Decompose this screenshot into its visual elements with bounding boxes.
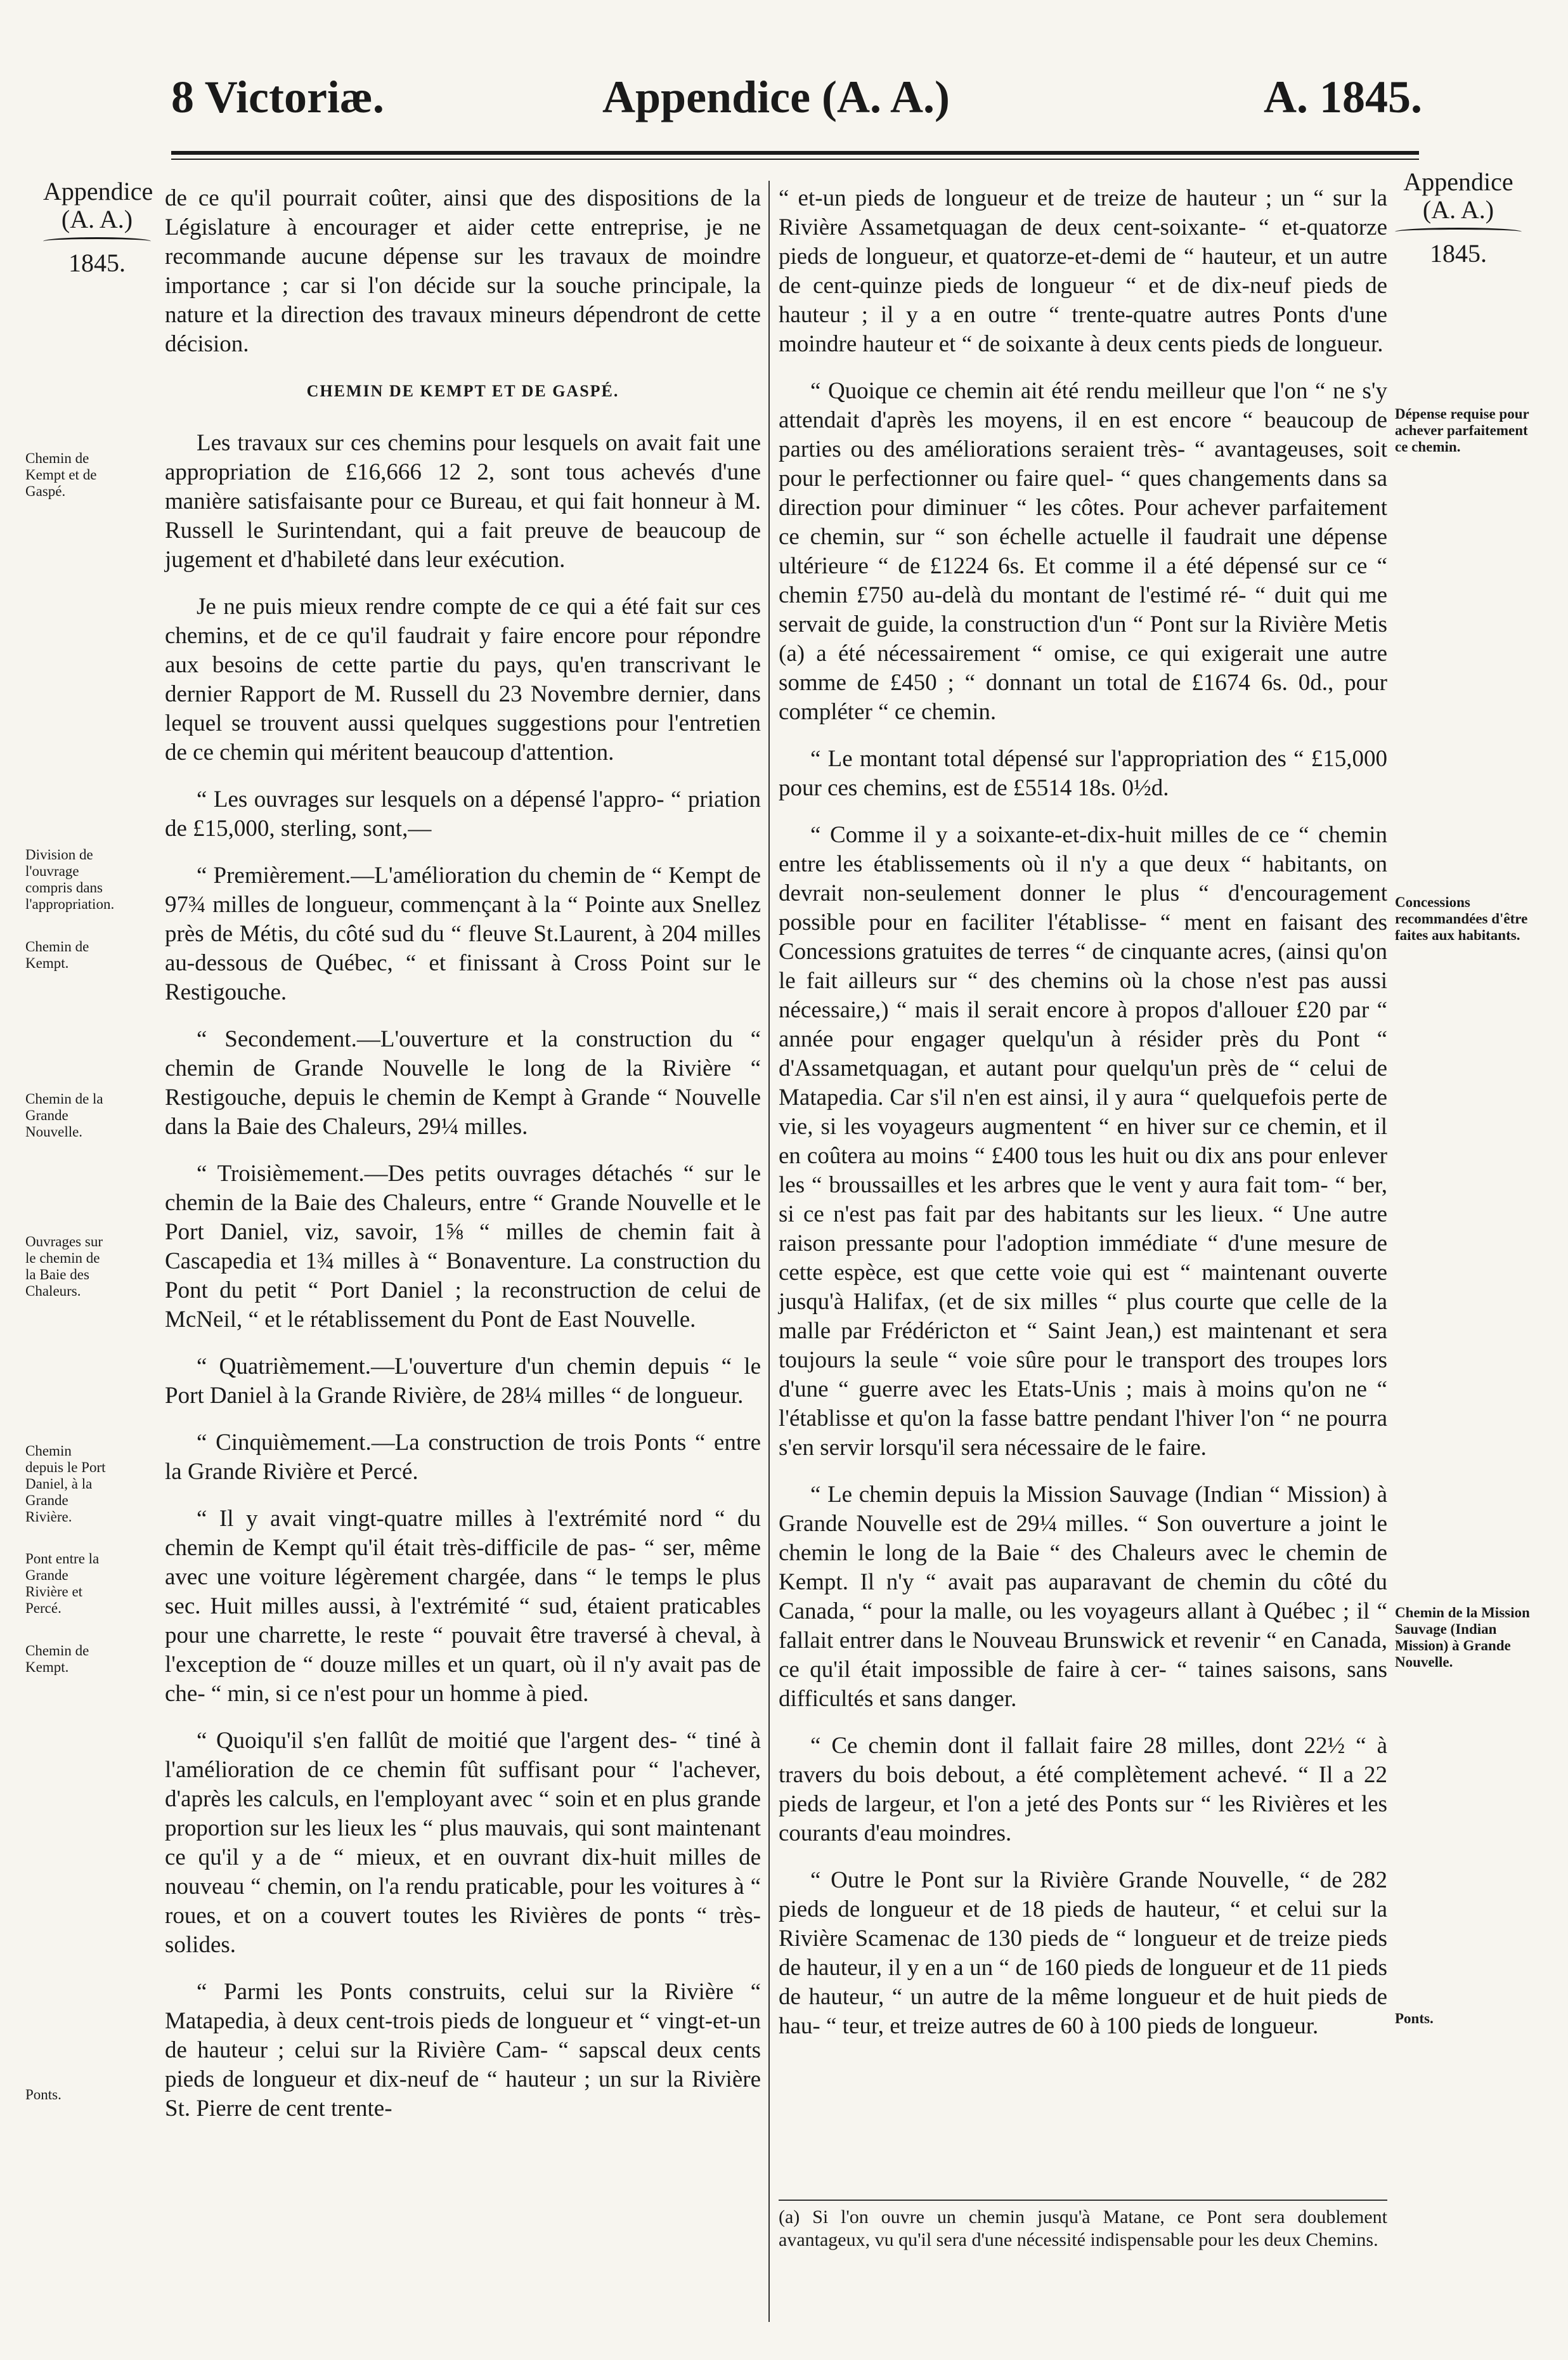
marginal-note: Ouvrages sur le chemin de la Baie des Chaleurs. [25,1234,103,1299]
marginal-note: Ponts. [25,2087,62,2102]
paragraph: “ Premièrement.—L'amélioration du chemin de “ Kempt de 97¾ milles de longueur, commençant à la “ Pointe aux Snellez près de Métis, du côté sud du “ fleuve St.Laurent, à 204 milles au-dessous de Québec, “ et finissant à Cross Point sur le Restigouche. [165,863,761,1005]
paragraph: “ Il y avait vingt-quatre milles à l'extrémité nord “ du chemin de Kempt qu'il était très-difficile de pas- “ ser, même avec une voiture légèrement chargée, dans “ le temps le plus sec. Huit milles aussi, à l'extrémité “ sud, étaient praticables pour une charrette, le reste “ pouvait être traversé à cheval, à l'exception de “ douze milles et un quart, où il n'y avait pas de che- “ min, si ce n'est pour un homme à pied. [165,1506,761,1707]
right-appendix-code: (A. A.) [1422,195,1494,224]
left-brace [43,237,151,245]
header-appendix: Appendice (A. A.) [602,72,950,122]
left-appendix-code: (A. A.) [61,205,133,233]
paragraph: “ Le chemin depuis la Mission Sauvage (Indian “ Mission) à Grande Nouvelle est de 29¼ milles. “ Son ouverture a joint le chemin le long de la Baie “ des Chaleurs avec le chemin de Kempt. Il n'y “ avait pas auparavant de chemin du côté du Canada, “ pour la malle, ou les voyageurs allant à Québec ; il “ fallait entrer dans le Nouveau Brunswick et revenir “ en Canada, ce qu'il était impossible de faire à cer- “ taines saisons, sans difficultés et sans danger. [779,1482,1387,1712]
header-session: 8 Victoriæ. [171,72,384,122]
marginal-note: Pont entre la Grande Rivière et Percé. [25,1551,100,1616]
column-rule [768,181,770,2322]
marginal-note: Chemin de Kempt. [25,1643,89,1675]
paragraph: “ Quatrièmement.—L'ouverture d'un chemin depuis “ le Port Daniel à la Grande Rivière, de 28¼ milles “ de longueur. [165,1353,761,1409]
header-rule-thick [171,151,1419,155]
paragraph: “ Secondement.—L'ouverture et la construction du “ chemin de Grande Nouvelle le long de la Rivière “ Restigouche, depuis le chemin de Kempt à Grande “ Nouvelle dans la Baie des Chaleurs, 29¼ milles. [165,1026,761,1140]
page-header [165,68,1422,126]
right-appendix-title: Appendice [1403,167,1513,196]
marginal-note: Chemin de Kempt et de Gaspé. [25,450,97,499]
marginal-note: Chemin de la Grande Nouvelle. [25,1091,103,1140]
paragraph: Je ne puis mieux rendre compte de ce qui a été fait sur ces chemins, et de ce qu'il faudrait y faire encore pour répondre aux besoins de cette partie du pays, qu'en transcrivant le dernier Rapport de M. Russell du 23 Novembre dernier, dans lequel se trouvent aussi quelques suggestions pour l'entretien de ce chemin qui méritent beaucoup d'attention. [165,594,761,766]
marginal-note: Chemin de Kempt. [25,939,89,971]
right-appendix-label [1395,168,1522,268]
section-heading: CHEMIN DE KEMPT ET DE GASPÉ. [306,382,619,400]
footnote: (a) Si l'on ouvre un chemin jusqu'à Matane, ce Pont sera doublement avantageux, vu qu'il sera d'une nécessité indispensable pour les deux Chemins. [779,2200,1387,2252]
paragraph: “ Quoique ce chemin ait été rendu meilleur que l'on “ ne s'y attendait d'après les moyens, il en est encore “ beaucoup de parties ou des améliorations seraient très- “ avantageuses, soit pour le perfectionner ou faire quel- “ ques changements dans sa direction pour diminuer “ les côtes. Pour achever parfaitement ce chemin, sur “ son échelle actuelle il faudrait une dépense ultérieure “ de £1224 6s. Et comme il a été dépensé sur ce “ chemin £750 au-delà du montant de l'estimé ré- “ duit qui me servait de guide, la construction d'un “ Pont sur la Rivière Metis (a) a été nécessairement “ omise, ce qui exigerait une autre somme de £450 ; “ donnant un total de £1674 6s. 0d., pour compléter “ ce chemin. [779,378,1387,725]
header-year: A. 1845. [1264,72,1422,122]
marginal-note: Ponts. [1395,2011,1434,2026]
right-column [779,184,1387,2059]
paragraph: “ Ce chemin dont il fallait faire 28 milles, dont 22½ “ à travers du bois debout, a été complètement achevé. “ Il a 22 pieds de largeur, et l'on a jeté des Ponts sur “ les Rivières et les courants d'eau moindres. [779,1733,1387,1846]
marginal-note: Concessions recommandées d'être faites aux habitants. [1395,894,1528,943]
paragraph: “ Les ouvrages sur lesquels on a dépensé l'appro- “ priation de £15,000, sterling, sont,— [165,786,761,842]
left-column [165,184,761,2141]
left-appendix-year: 1845. [68,249,126,277]
paragraph: “ Troisièmement.—Des petits ouvrages détachés “ sur le chemin de la Baie des Chaleurs, entre “ Grande Nouvelle et le Port Daniel, viz, savoir, 1⅝ “ milles de chemin fait à Cascapedia et 1¾ milles à “ Bonaventure. La construction du Pont du petit “ Port Daniel ; la reconstruction de celui de McNeil, “ et le rétablissement du Pont de East Nouvelle. [165,1161,761,1333]
right-brace [1395,228,1522,236]
header-rule-thin [171,159,1419,160]
paragraph: “ Parmi les Ponts construits, celui sur la Rivière “ Matapedia, à deux cent-trois pieds de longueur et “ vingt-et-un de hauteur ; celui sur la Rivière Cam- “ sapscal deux cents pieds de longueur et dix-neuf de “ hauteur ; un sur la Rivière St. Pierre de cent trente- [165,1979,761,2122]
marginal-note: Chemin de la Mission Sauvage (Indian Mission) à Grande Nouvelle. [1395,1605,1530,1670]
marginal-note: Division de l'ouvrage compris dans l'appropriation. [25,847,115,912]
paragraph: “ Comme il y a soixante-et-dix-huit milles de ce “ chemin entre les établissements où il n'y a que deux “ habitants, on devrait non-seulement donner le plus “ d'encouragement possible pour en faciliter l'établisse- “ ment en faisant des Concessions gratuites de terres “ de cinquante acres, (ainsi qu'on le fait ailleurs sur “ des chemins où la chose n'est pas aussi nécessaire,) “ mais il serait encore à propos d'allouer £20 par “ année pour engager quelqu'un à résider près du Pont “ d'Assametquagan, et autant pour quelqu'un près de “ celui de Matapedia. Car s'il n'en est ainsi, il y aura “ quelquefois perte de vie, si les voyageurs augmentent “ en hiver sur ce chemin, et il en coûtera au moins “ £400 tous les huit ou dix ans pour enlever les “ broussailles et les arbres que le vent y aura fait tom- “ ber, si ce n'est pas fait par des habitants sur les lieux. “ Une autre raison pressante pour l'adoption immédiate “ d'une mesure de cette espèce, est que cette voie qui est “ maintenant ouverte jusqu'à Halifax, (et de six milles “ plus courte que celle de la malle par Frédéricton et “ Saint Jean,) est maintenant et sera toujours la seule “ voie sûre pour le transport des troupes lors d'une “ guerre avec les Etats-Unis ; mais à moins qu'on ne “ l'établisse et qu'on la fasse battre pendant l'hiver l'on “ ne pourra s'en servir lorsqu'il sera nécessaire de le faire. [779,822,1387,1461]
paragraph: “ Quoiqu'il s'en fallût de moitié que l'argent des- “ tiné à l'amélioration de ce chemin fût suffisant pour “ l'achever, d'après les calculs, en l'employant avec “ soin et en plus grande proportion sur les lieux les “ plus mauvais, qui sont maintenant ce qu'il y a de “ mieux, et en ouvrant dix-huit milles de nouveau “ chemin, on l'a rendu praticable, pour les voitures à “ roues, et on a couvert toutes les Rivières de ponts “ très-solides. [165,1728,761,1958]
marginal-note: Dépense requise pour achever parfaitement ce chemin. [1395,406,1529,455]
paragraph: de ce qu'il pourrait coûter, ainsi que des dispositions de la Législature à encourager et aider cette entreprise, je ne recommande aucune dépense sur les travaux de moindre importance ; car si l'on décide sur la souche principale, la nature et la direction des travaux mineurs dépendront de cette décision. [165,185,761,357]
paragraph: “ Le montant total dépensé sur l'appropriation des “ £15,000 pour ces chemins, est de £5514 18s. 0½d. [779,746,1387,801]
paragraph: “ Outre le Pont sur la Rivière Grande Nouvelle, “ de 282 pieds de longueur et de 18 pieds de hauteur, “ et celui sur la Rivière Scamenac de 130 pieds de “ longueur et de treize pieds de hauteur, il y en a un “ de 160 pieds de longueur et de 11 pieds de hauteur, “ un autre de la même longueur et de huit pieds de hau- “ teur, et treize autres de 60 à 100 pieds de longueur. [779,1867,1387,2039]
left-appendix-title: Appendice [43,177,153,205]
paragraph: “ Cinquièmement.—La construction de trois Ponts “ entre la Grande Rivière et Percé. [165,1430,761,1485]
right-appendix-year: 1845. [1430,239,1487,268]
paragraph: Les travaux sur ces chemins pour lesquels on avait fait une appropriation de £16,666 12 2, sont tous achevés d'une manière satisfaisante pour ce Bureau, et qui fait honneur à M. Russell le Surintendant, qui a fait preuve de beaucoup de jugement et d'habileté dans leur exécution. [165,430,761,573]
left-appendix-label [43,178,151,277]
marginal-note: Chemin depuis le Port Daniel, à la Grande Rivière. [25,1443,106,1525]
paragraph: “ et-un pieds de longueur et de treize de hauteur ; un “ sur la Rivière Assametquagan de deux cent-soixante- “ et-quatorze pieds de longueur, et quatorze-et-demi de “ hauteur, et un autre de cent-quinze pieds de longueur “ et de dix-neuf pieds de hauteur ; il y a en outre “ trente-quatre autres Ponts d'une moindre hauteur et “ de soixante à deux cents pieds de longueur. [779,185,1387,357]
